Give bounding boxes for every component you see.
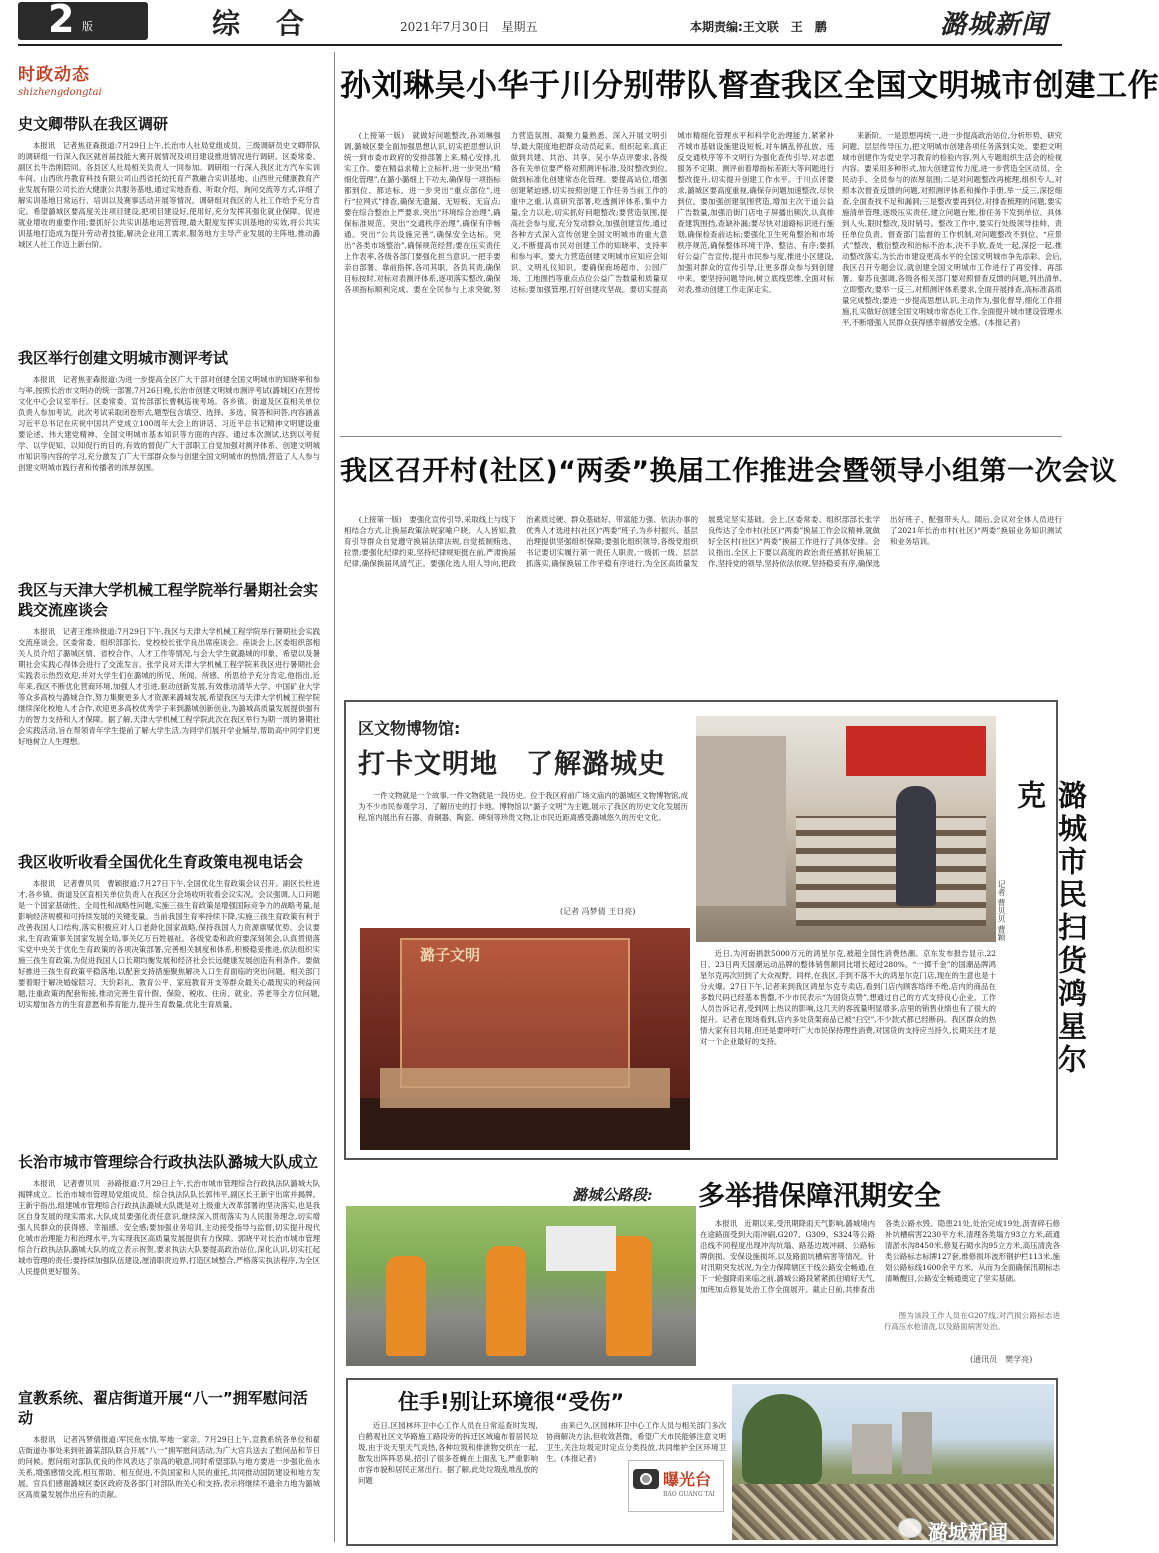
- sidebar-column: [18, 52, 328, 1547]
- env-title: 住手!别让环境很“受伤”: [398, 1390, 625, 1414]
- article-inspection-body: [344, 130, 834, 430]
- section-title: 综 合: [212, 7, 309, 40]
- camera-lens-icon: [640, 1473, 652, 1485]
- headline-election: [340, 442, 1118, 506]
- wechat-icon: [898, 1518, 922, 1538]
- sidebar-article-4: [18, 852, 320, 1142]
- road-credit: (通讯员 樊学亮): [970, 1355, 1033, 1364]
- article-headline: 孙刘琳吴小华于川分别带队督查我区全国文明城市创建工作: [340, 68, 1159, 104]
- watermark: [898, 1514, 1058, 1548]
- column-divider: [334, 52, 335, 1542]
- road-caption-text: 图为该段工作人员在G207线,对汽损公路标志进行高压水枪清洗,以及路面病害处治。: [884, 1311, 1060, 1331]
- museum-exhibit-photo: [360, 928, 690, 1150]
- museum-heading-big: 打卡文明地 了解潞城史: [358, 749, 666, 780]
- sidebar-article-1: [18, 114, 320, 330]
- sidebar-article-5: [18, 1152, 320, 1380]
- headline-inspection: [340, 56, 1159, 122]
- road-body-text: 本报讯 近期以来,受汛期降雨天气影响,潞城境内在途路面受到大雨冲刷,G207、G309、S324等公路沿线不同程度出现冲沟坑塌、路基边坡冲刷、公路标牌倒损、安保设施损坏,以及路面坑槽病害等情况。针对汛期突发状况,为全力保障辖区干线公路安全畅通,在下一轮强降雨来临之前,潞城公路段紧紧抓住晴好天气,加班加点修复处治工作全面展开。截止日前,共排查出各类公路水毁、隐患21处,处治完成19处,沥青碎石修补坑槽病害2230平方米,清理各类塌方93立方米,疏通清淤水沟8450米,修复石砌水沟95立方米,高压清洗各类公路标志标牌127套,维修损坏波形钢护栏113米,施划公路标线1600余平方米。从而为全面确保汛期标志清晰醒目,公路安全畅通奠定了坚实基础。: [700, 1219, 1060, 1294]
- museum-credit: (记者 冯梦倩 王日亮): [560, 907, 636, 916]
- section-divider: [340, 436, 1062, 437]
- editors: 本期责编:王文联 王 鹏: [690, 20, 827, 34]
- issue-date: 2021年7月30日 星期五: [400, 20, 538, 34]
- store-shopping-photo: [696, 716, 996, 942]
- exhibit-sign-text: 潞子文明: [420, 946, 481, 964]
- hongxing-body-text: 近日,为河南捐款5000万元的鸿星尔克,被超全国性消费热潮。京东发布报告显示,22日、23日两天国潮运动品牌的整体销售额同比增长超过280%。“一掷千金”的国潮品牌鸿星尔克再次回到了大众视野。同样,在我区,手到不落不大的鸿星尔克门店,现在的生意也是十分火爆。27日下午,记者来到我区鸿星尔克专卖店,看到门店内顾客络绎不绝,店内的商品在多数尺码已经基本售罄,不少市民表示“为国货点赞”,想通过自己的方式支持良心企业。工作人员告诉记者,受到网上热议的影响,这几天的客流量明显增多,店里的销售业绩也有了很大的提升。记者在现场看到,店内多处货架商品已被“扫空”,不少款式都已经断码。我区群众的热情大家有目共睹,但还是要呼吁广大市民保持理性消费,对国货的支持应当持久,长期关注才是对一个企业最好的支持。: [700, 949, 996, 1046]
- article-body: 本报讯 记者王维珍报道:7月29日下午,我区与天津大学机械工程学院举行暑期社会实践交流座谈会。区委常委、组织部部长、党校校长张学良出席座谈会。座谈会上,区委组织部相关人员介绍了潞城区情、省校合作、人才工作等情况,与会大学生就潞城的印象、希望以及暑期社会实践心得体会进行了交流发言。张学良对天津大学机械工程学院来我区进行暑期社会实践表示热烈欢迎,并对大学生们在潞城的所见、所闻、所感、所思给予充分肯定,他指出,近年来,我区不断优化营商环境,加强人才引进,驱动创新发展,有效推动清华大学、中国矿业大学等众多高校与潞城合作,努力集聚更多人才资源来潞城发展,希望我区与天津大学机械工程学院继续深化校地人才合作,欢迎更多高校优秀学子来到潞城创新创业,为潞城高质量发展提供强有力的智力支持和人才保障。据了解,天津大学机械工程学院此次在我区举行为期一周的暑期社会实践活动,旨在帮领青年学生提前了解大学生活,为同学们展开学业辅导,帮助高中同学们更好地树立人生理想。: [18, 627, 320, 746]
- article-body: 本报讯 记者焦亚森报道:为进一步提高全区广大干部对创建全国文明城市的知晓率和参与率,按照长治市文明办的统一部署,7月26日晚,长治市创建文明城市测评考试(潞城区)在营传文化中心会议室举行。区委常委、宣传部部长曹枫巡视考场。各乡镇、街道及区直相关单位负责人参加考试。此次考试采取闭卷形式,题型包含填空、选择、多选、简答和问答,内容涵盖习近平总书记在庆祝中国共产党成立100周年大会上的讲话、习近平总书记精神文明建设重要论述、伟大建党精神、全国文明城市基本知识等方面的内容。通过本次测试,达到以考促学、以学促知、以知促行的目的,有效的督促广大干部职工自觉加强对测评体系、创建文明城市知识等内容的学习,充分激发了广大干部群众参与创建全国文明城市的热情,营造了人人参与创建文明城市践行者和传播者的浓厚氛围。: [18, 375, 320, 472]
- sidebar-tag-box: [18, 60, 126, 102]
- exhibit-case: [380, 1068, 670, 1108]
- article-title: 我区收听收看全国优化生育政策电视电话会: [18, 853, 304, 871]
- exposure-badge: [628, 1460, 724, 1512]
- road-workers-photo: [346, 1206, 696, 1366]
- article-title: 我区举行创建文明城市测评考试: [18, 349, 229, 367]
- store-shoe-rack: [796, 816, 986, 926]
- header-rule: [18, 44, 1062, 46]
- worker-2: [486, 1246, 526, 1356]
- article-body: (上接第一版) 就做好问题整改,孙刘琳强调,潞城区要全面加强思想认识,切实把思想认识统一到市委市政府的安排部署上来,精心安排,扎实工作。要在精益求精上立标杆,进一步突出“精细化管理”,在潞小潞细上下功夫,确保每一项指标都到位、都达标。进一步突出“重点部位”,进行“拉网式”排查,确保无遗漏、无短板、无盲点;要在综合整治上严要求,突出“环境综合治理”,确保标准规范。突出“交通秩序治理”,确保有序畅通。突出“公共设施完善”,确保安全达标。突出“各类市场整治”,确保规范经营;要在压实责任上作表率,各级各部门要强化担当意识,一把手要亲自部署、靠前指挥,各司其职、各负其责,确保目标按时,对标对表测评体系,逐项落实整改,确保各项指标顺利完成。要在全民参与上求突破,努力营造氛围、凝聚力量熟悉、深入开展文明引导,最大限度地把群众动员起来、组织起来,真正做到共建、共治、共享。吴小华点评要求,各级各有关单位要严格对照测评标准,及时整改到位,做到标准化创建常态化管理。要提高站位,增强创建紧迫感,切实按照创建工作任务当前工作的重中之重,认真研究部署,吃透测评体系,集中力量,全力以赴,切实抓好问题整改;要营造氛围,提高社会参与度,充分发动群众,加强创建宣传,通过各种方式深入宣传创建全国文明城市的重大意义,不断提高市民对创建工作的知晓率、支持率和参与率。要大力营造创建文明城市应知应会知识、文明礼仪知识。要确保商场超市、公园广场、工地围挡等重点点位公益广告数量和质量双达标;要加强管理,打好创建攻坚战。要切实提高城市精细化管理水平和科学化治理能力,紧紧补齐城市基础设施建设短板,对车辆乱停乱放、违反交通秩序等不文明行为强化查传引导,对志愿服务不定期、测评前着增指标差距大等问题进行整改提升,切实提升创建工作水平。于川点评要求,潞城区要高度重视,确保存问题加速整改,尽快到位。要加强创建氛围营造,增加主次干道公益广告数量,加强沿街门店电子屏播出频次,认真排查建筑围挡,查缺补漏;要尽快对道路标识进行施划,确保检查前达标;要强化卫生死角整治和市场秩序规范,确保整体环境干净、整洁、有序;要抓好公益广告宣传,提升市民参与度,推进小区建设,加强对群众的宣传引导,让更多群众参与到创建中来。要坚持问题导向,树立底线思维,全面对标对表,推动创建工作走深走实。: [344, 131, 834, 294]
- store-shelf: [696, 736, 786, 906]
- env-body-1-text: 近日,区园林环卫中心工作人员在日常巡查时发现,白鹤观社区文华路施工路段旁的拆迁区域遍布着居民垃圾,由于炎天里天气炎热,各种垃圾和排泄物交织在一起,散发出阵阵恶臭,招引了很多苍蝇在上面乱飞,严重影响市容市貌和居民正常出行。据了解,此处垃圾乱堆乱放的问题: [358, 1421, 538, 1485]
- article-inspection-body-cont: [842, 130, 1062, 430]
- article-title: 史文卿带队在我区调研: [18, 115, 169, 133]
- article-body: 本报讯 记者冯梦倩报道:军民鱼水情,军地一家亲。7月29日上午,宣教系统各单位和翟店街道办事处来到驻潞某部队联合开展“八一”拥军慰问活动,为广大官兵送去了慰问品和节日的问候。慰问组对部队优良的作风表达了崇高的敬意,同时希望部队与地方要进一步强化鱼水关系,增强感情交流,相互帮助、相互促进,不负国家和人民的重托,共同推动国防建设和地方发展。官兵们感谢潞城区委区政府及各部门对部队的关心和支持,表示将继续不遗余力地为潞城区高质量发展作出应有的贡献。: [18, 1435, 320, 1499]
- sidebar-article-3: [18, 580, 320, 840]
- article-election-body: [344, 514, 1062, 692]
- building-1: [852, 1424, 892, 1474]
- exposure-badge-label: 曝光台: [663, 1467, 711, 1490]
- hongxing-title: [1010, 780, 1088, 1090]
- hongxing-title-text: 潞城市民扫货鸿星尔克: [1013, 780, 1088, 1077]
- road-heading-big: 多举措保障汛期安全: [698, 1181, 941, 1212]
- building-2: [902, 1412, 932, 1474]
- shopper-figure: [896, 786, 936, 906]
- page-number-unit: 版: [82, 20, 93, 33]
- article-body: 本报讯 记者焦亚森报道:7月29日上午,长治市人社局党组成员、三级调研员史文卿带队的调研组一行深入我区就首届技能大赛开展情况及项目建设推进情况进行调研。区委常委、副区长牛浩刚陪同。各县区人社局相关负责人一同参加。调研组一行深入我区北方汽车实训车间、山西欣丹教育科技有限公司山西省托幼托育产教融合实训基地、山西世元健康教育产业发展有限公司长治大健康公共服务基地,通过实地查看、听取介绍、询问交流等方式,详细了解实训基地日常运行、培训以及赛事活动开展等情况。调研组对我区的人社工作给予充分肯定。希望潞城区要高度关注项目建设,把项目建设好,使用好,充分发挥其强化就业保障、促进就业增收的重要作用;要抓好公共实训基地运营管理,最大限度发挥实训基地的实效,将公共实训基地打造成为提升劳动者技能,解决企业用工需求,服务地方主导产业发展的主阵地,推动潞城区人社工作迈上新台阶。: [18, 141, 320, 249]
- sidebar-article-6: [18, 1388, 320, 1547]
- article-body: 本报讯 记者曹贝贝 曹颖报道:7月27日下午,全国优化生育政策会议召开。副区长杜进才,各乡镇、街道及区直相关单位负责人在我区分会场收听收看会议实况。会议强调,人口问题是一个国家基础性、全局性和战略性问题,实施三孩生育政策是增强国际竞争力的战略考量,是影响经济规模和可持续发展的关键变量。当前我国生育率持续下降,实施三孩生育政策有利于改善我国人口结构,落实积极应对人口老龄化国家战略,保持我国人力资源禀赋优势。会议要求,生育政策事关国家发展全局,事关亿万百姓福祉。各级党委和政府要深刻领会,认真贯彻落实党中央关于优化生育政策的各项决策部署,完善相关制度和体系,积极稳妥推进,依法组织实施三孩生育政策,为促进我国人口长期均衡发展和经济社会长远健康发展创造有利条件。要做好推进三孩生育政策平稳落地,以配套支持措施聚焦解决人口生育面临的突出问题。相关部门要着眼于解决婚嫁陪习、天价彩礼、教育公平、家庭教育开支等群众最关心最现实的利益问题,注重政策的配套衔接,推动完善生育什假、保险、税收、住房、就业、养老等全方位问题,切实增加各方的生育意愿和养育能力,提升生育数量,优化生育质量。: [18, 879, 320, 1009]
- camera-icon: [633, 1469, 659, 1489]
- store-banner: [846, 726, 986, 776]
- hongxing-byline: [996, 880, 1010, 1000]
- article-body: 本报讯 记者曹贝贝 孙路报道:7月29日上午,长治市城市管理综合行政执法队潞城大队揭牌成立。长治市城市管理局党组成员、综合执法队队长郭伟平,副区长王新宇出席并揭牌。王新宇指出,组建城市管理综合行政执法潞城大队既是对上级重大改革部署的坚决落实,也是我区自身发展的现实需求,大队成员要强化责任意识,继续深入贯彻落实为人民服务理念,切实增强人民群众的获得感、幸福感、安全感;要加强业务培训,主动接受指导与监督,切实提升现代化城市治理能力和治理水平,为实现我区高质量发展提供有力保障。郭晓平对长治市城市管理综合行政执法队潞城大队的成立表示祝贺,要求执法大队要提高政治站位,深化认识,切实扛起城市管理的责任;要持续加强队伍建设,厘清职责边界,打造区域整合,严格落实执法程序,为全区人民提供更好服务。: [18, 1179, 320, 1276]
- page-header: [0, 0, 1080, 44]
- tree: [742, 1394, 822, 1484]
- article-headline: 我区召开村(社区)“两委”换届工作推进会暨领导小组第一次会议: [340, 456, 1118, 487]
- road-caption: [884, 1310, 1060, 1350]
- article-body: (上接第一版) 要强化宣传引导,采取线上与线下相结合方式,让换届政策法规家喻户晓、人人皆知,教育引导群众自觉遵守换届法律法规,自觉抵制贿选、拉票;要强化纪律约束,坚持纪律规矩挺在前,严肃换届纪律,确保换届风清气正。要强化选人用人导向,把政治素质过硬、群众基础好、带富能力强、依法办事的优秀人才选进村(社区)“两委”班子,为乡村振兴、基层治理提供坚强组织保障;要强化组织领导,各级党组织书记要切实履行第一责任人职责,一级抓一级、层层抓落实,确保换届工作平稳有序进行,为全区高质量发展奠定坚实基础。会上,区委常委、组织部部长张学良传达了全市村(社区)“两委”换届工作会议精神,就做好全区村(社区)“两委”换届工作进行了具体安排。会议指出,全区上下要以高度的政治责任感抓好换届工作,坚持党的领导,坚持依法依规,坚持稳妥有序,确保选出好班子、配强带头人。随后,会议对全体人员进行了2021年长治市村(社区)“两委”换届业务知识测试和业务培训。: [344, 515, 1062, 568]
- hongxing-byline-text: 记者 曹贝贝 曹颖: [997, 880, 1006, 942]
- article-title: 长治市城市管理综合行政执法队潞城大队成立: [18, 1153, 319, 1171]
- museum-body-text: 一件文物就是一个故事,一件文物就是一段历史。位于我区府前广场文庙内的潞城区文物博物馆,成为不少市民参观学习、了解历史的打卡地。博物馆以“潞子文明”为主题,展示了我区的历史文化发展历程,馆内展出有石器、青铜器、陶瓷、碑刻等珍贵文物,让市民近距离感受潞城悠久的历史文化。: [358, 791, 688, 822]
- article-title: 我区与天津大学机械工程学院举行暑期社会实践交流座谈会: [18, 581, 319, 619]
- env-body-1: [358, 1420, 538, 1538]
- worker-1: [386, 1256, 426, 1356]
- masthead-logo: 潞城新闻: [940, 10, 1049, 40]
- pickup-truck: [546, 1226, 616, 1271]
- road-heading-small: 潞城公路段:: [572, 1186, 653, 1204]
- sidebar-article-2: [18, 348, 320, 566]
- sidebar-tag-title: 时政动态: [18, 65, 90, 85]
- museum-body: [358, 790, 688, 900]
- watermark-text: 潞城新闻: [928, 1520, 1008, 1544]
- article-body-continued: 来新阶。一是思想再统一,进一步提高政治站位,分析形势、研究问题、层层传导压力,把文明城市创建各项任务落到实处。要把文明城市创建作为党史学习教育的检验内容,列入专题组织生活会的检视内容。要采用多种形式,加大创建宣传力度,进一步营造全区动员、全民动手、全员参与的浓厚氛围;二是对问题整改再梳理,组织专人,对照本次督查反馈的问题,对照测评体系和操作手册,举一反三,深挖细查,全面查找不足和漏洞;三是整改要再到位,对排查梳理的问题,要实施清单管理,逐级压实责任,建立问题台账,排任务下发到单位、具体到人头,限时整改,及时销号。整改工作中,要实行处级领导挂帅、责任单位负责、督查部门监督的工作机制,对问题整改不到位、“应景式”整改、敷衍整改和治标不治本,决不手软,查处一起,深挖一起,推动整改落实,为长治市建设更高水平的全国文明城市争先添彩。会后,我区召开专题会议,就创建全国文明城市工作进行了再安排、再部署。秦苏良强调,各级各相关部门要对照督查反馈的问题,列出清单,立即整改;要举一反三,对照测评体系要求,全面开展排查,高标准高质量完成整改;要进一步提高思想认识,主动作为,强化督导,细化工作措施,扎实做好创建全国文明城市常态化工作,全面提升城市建设管理水平,不断增强人民群众获得感幸福感安全感。(本报记者): [842, 131, 1062, 327]
- article-title: 宣教系统、翟店街道开展“八一”拥军慰问活动: [18, 1389, 308, 1427]
- env-body-2-text: 由来已久,区园林环卫中心工作人员与相关部门多次协商解决方法,但收效甚微。希望广大市民能够注意文明卫生,关注垃圾定时定点分类投放,共同维护全区环境卫生。(本报记者): [546, 1421, 726, 1463]
- sidebar-tag-pinyin: shizhengdongtai: [18, 87, 102, 98]
- hongxing-body: [700, 948, 996, 1148]
- museum-heading-small: 区文物博物馆:: [358, 719, 461, 738]
- exposure-badge-sub: BAO GUANG TAI: [663, 1491, 715, 1498]
- page-number: 2: [48, 0, 75, 41]
